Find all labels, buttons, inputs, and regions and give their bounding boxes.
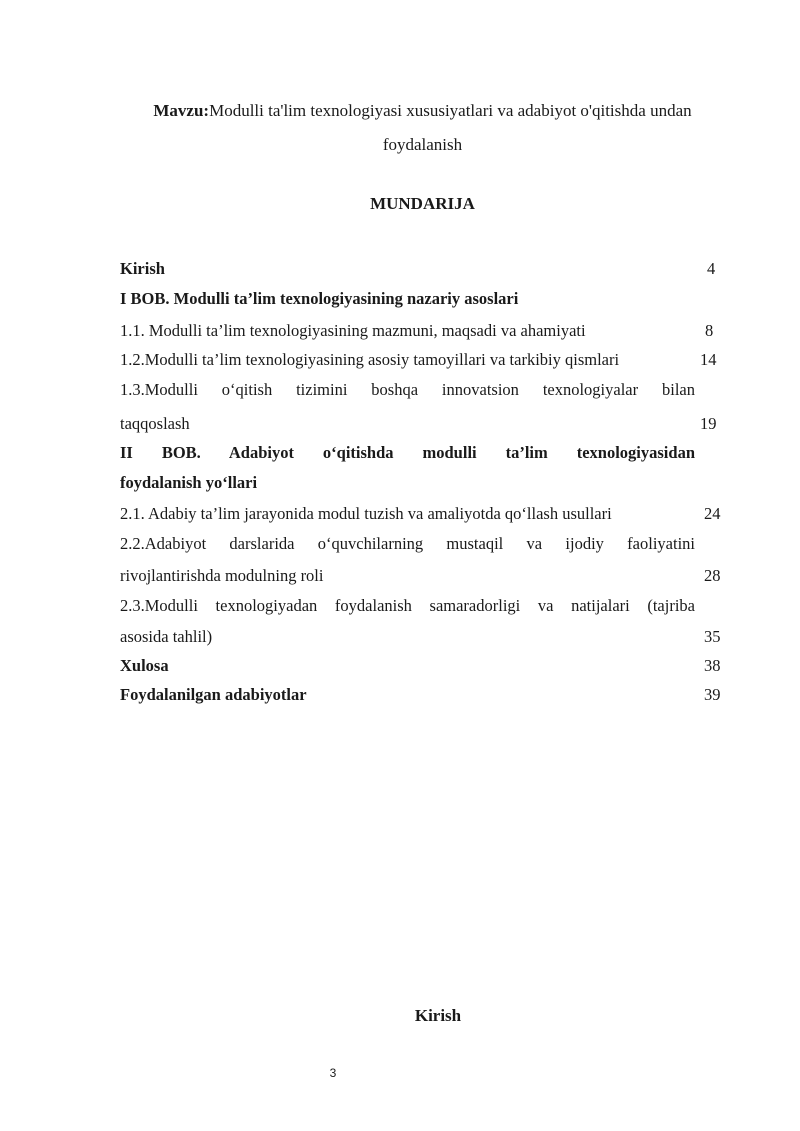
toc-page-2-2: 28 [704,566,721,585]
toc-entry-1-2: 1.2.Modulli ta’lim texnologiyasining asosiy tamoyillari va tarkibiy qismlari [120,350,620,369]
toc-entry-2-1: 2.1. Adabiy ta’lim jarayonida modul tuzish va amaliyotda qo‘llash usullari [120,504,612,523]
toc-chapter-2-line-1: II BOB. Adabiyot o‘qitishda modulli ta’lim texnologiyasidan [120,443,695,462]
toc-page-kirish: 4 [707,259,716,278]
toc-entry-1-1: 1.1. Modulli ta’lim texnologiyasining mazmuni, maqsadi va ahamiyati [120,321,586,340]
toc-entry-2-2-line-2: rivojlantirishda modulning roli [120,566,324,585]
toc-entry-2-3-line-2: asosida tahlil) [120,627,213,646]
toc-page-xulosa: 38 [704,656,721,675]
toc-chapter-1: I BOB. Modulli ta’lim texnologiyasining nazariy asoslari [120,289,519,308]
toc-page-2-1: 24 [704,504,721,523]
toc-title: MUNDARIJA [370,194,475,213]
toc-entry-kirish: Kirish [120,259,165,278]
topic-label: Mavzu: [153,101,210,120]
toc-entry-2-3-line-1: 2.3.Modulli texnologiyadan foydalanish samaradorligi va natijalari (tajriba [120,596,695,615]
toc-chapter-2-line-2: foydalanish yo‘llari [120,473,258,492]
toc-entry-2-2-line-1: 2.2.Adabiyot darslarida o‘quvchilarning mustaqil va ijodiy faoliyatini [120,534,695,553]
toc-page-1-1: 8 [705,321,714,340]
toc-page-references: 39 [704,685,721,704]
topic-line-2: foydalanish [382,135,463,154]
toc-page-1-2: 14 [700,350,717,369]
toc-page-2-3: 35 [704,627,721,646]
intro-heading: Kirish [414,1006,462,1025]
toc-entry-1-3-line-1: 1.3.Modulli o‘qitish tizimini boshqa innovatsion texnologiyalar bilan [120,380,695,399]
topic-line-1: Modulli ta'lim texnologiyasi xususiyatlari va adabiyot o'qitishda undan [209,101,692,120]
toc-entry-xulosa: Xulosa [120,656,169,675]
toc-entry-1-3-line-2: taqqoslash [120,414,190,433]
page-number: 3 [329,1066,337,1080]
toc-entry-references: Foydalanilgan adabiyotlar [120,685,307,704]
toc-page-1-3: 19 [700,414,717,433]
